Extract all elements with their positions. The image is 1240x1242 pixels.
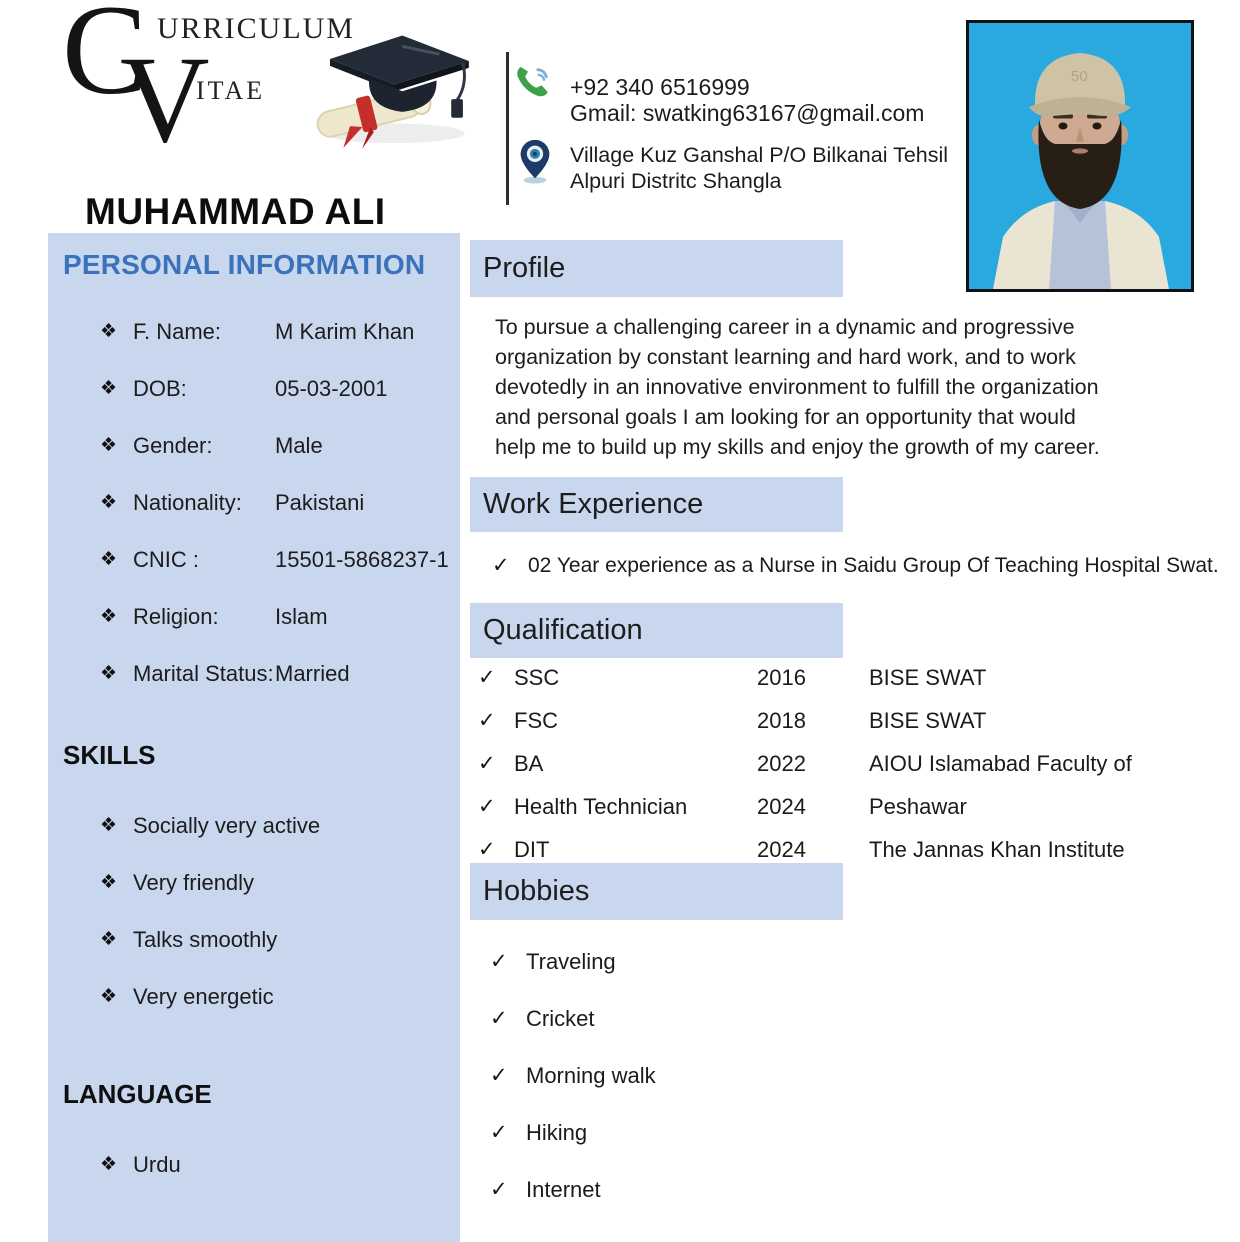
personal-info-row	[48, 303, 460, 360]
skill-label: Talks smoothly	[133, 926, 278, 952]
skill-item	[48, 968, 460, 1025]
qualification-section-header	[470, 603, 843, 658]
hobby-label: Hiking	[526, 1119, 588, 1145]
address-line-2: Alpuri Distritc Shangla	[570, 169, 782, 193]
work-experience-item: 02 Year experience as a Nurse in Saidu Group Of Teaching Hospital Swat.	[528, 553, 1219, 577]
check-icon: ✓	[492, 554, 510, 577]
check-icon: ✓	[490, 1121, 508, 1144]
diamond-bullet-icon: ❖	[100, 815, 118, 836]
diamond-bullet-icon: ❖	[100, 1154, 118, 1175]
qualification-row	[478, 785, 1223, 828]
logo-letter-c: C	[62, 0, 148, 121]
qualification-year: 2018	[757, 707, 806, 733]
check-icon: ✓	[490, 1178, 508, 1201]
qualification-year: 2024	[757, 793, 806, 819]
diamond-bullet-icon: ❖	[100, 435, 118, 456]
info-label: CNIC :	[133, 546, 199, 572]
page-title: MUHAMMAD ALI	[85, 191, 386, 232]
qualification-name: SSC	[514, 664, 560, 690]
gmail-line: Gmail: swatking63167@gmail.com	[570, 100, 925, 126]
location-pin-icon	[517, 138, 553, 184]
address-line-1: Village Kuz Ganshal P/O Bilkanai Tehsil	[570, 143, 949, 167]
skill-item	[48, 797, 460, 854]
check-icon: ✓	[478, 795, 496, 818]
work-experience-list	[492, 553, 1219, 578]
qualification-institute: The Jannas Khan Institute	[869, 836, 1125, 862]
hobby-item	[490, 1104, 656, 1161]
check-icon: ✓	[478, 838, 496, 861]
info-label: Marital Status:	[133, 660, 274, 686]
skills-title: SKILLS	[63, 740, 156, 770]
hobby-label: Cricket	[526, 1005, 595, 1031]
check-icon: ✓	[478, 709, 496, 732]
cv-logo	[0, 0, 356, 170]
qualification-name: FSC	[514, 707, 558, 733]
phone-icon	[514, 64, 552, 102]
hobby-label: Internet	[526, 1176, 601, 1202]
qualification-institute: BISE SWAT	[869, 664, 987, 690]
logo-letter-v: V	[120, 31, 210, 168]
graduation-cap-icon	[308, 16, 480, 148]
skill-item	[48, 854, 460, 911]
info-label: F. Name:	[133, 318, 222, 344]
diamond-bullet-icon: ❖	[100, 549, 118, 570]
diamond-bullet-icon: ❖	[100, 606, 118, 627]
info-label: DOB:	[133, 375, 187, 401]
check-icon: ✓	[490, 950, 508, 973]
info-value: Married	[275, 660, 350, 686]
qualification-name: BA	[514, 750, 544, 776]
photo-cap-text: 50	[1071, 68, 1088, 85]
qualification-name: DIT	[514, 836, 550, 862]
qualification-row	[478, 699, 1223, 742]
info-value: Islam	[275, 603, 328, 629]
qualification-row	[478, 742, 1223, 785]
hobby-item	[490, 1047, 656, 1104]
phone-number: +92 340 6516999	[570, 74, 750, 100]
qualification-year: 2024	[757, 836, 806, 862]
diamond-bullet-icon: ❖	[100, 321, 118, 342]
info-label: Nationality:	[133, 489, 242, 515]
check-icon: ✓	[478, 752, 496, 775]
diamond-bullet-icon: ❖	[100, 492, 118, 513]
qualification-institute: Peshawar	[869, 793, 967, 819]
language-label: Urdu	[133, 1151, 181, 1177]
skill-label: Very energetic	[133, 983, 274, 1009]
check-icon: ✓	[478, 666, 496, 689]
profile-section-header	[470, 240, 843, 297]
skill-label: Very friendly	[133, 869, 255, 895]
qualification-institute: BISE SWAT	[869, 707, 987, 733]
hobbies-list	[490, 933, 656, 1218]
hobby-item	[490, 1161, 656, 1218]
diamond-bullet-icon: ❖	[100, 986, 118, 1007]
personal-info-row	[48, 474, 460, 531]
diamond-bullet-icon: ❖	[100, 663, 118, 684]
profile-photo	[966, 20, 1194, 292]
info-value: Male	[275, 432, 323, 458]
qualification-year: 2016	[757, 664, 806, 690]
qualification-table	[478, 656, 1223, 871]
work-experience-section-title: Work Experience	[483, 488, 704, 520]
personal-info-row	[48, 360, 460, 417]
info-value: 05-03-2001	[275, 375, 388, 401]
language-item	[48, 1136, 460, 1193]
check-icon: ✓	[490, 1007, 508, 1030]
info-value: 15501-5868237-1	[275, 546, 449, 572]
logo-word-curriculum: URRICULUM	[157, 12, 356, 45]
info-value: M Karim Khan	[275, 318, 415, 344]
qualification-section-title: Qualification	[483, 614, 643, 646]
hobbies-section-title: Hobbies	[483, 875, 590, 907]
qualification-year: 2022	[757, 750, 806, 776]
profile-section-title: Profile	[483, 252, 566, 284]
info-label: Gender:	[133, 432, 213, 458]
personal-info-row	[48, 588, 460, 645]
hobby-item	[490, 933, 656, 990]
diamond-bullet-icon: ❖	[100, 929, 118, 950]
skills-list	[48, 797, 460, 1025]
skill-label: Socially very active	[133, 812, 321, 838]
logo-word-vitae: ITAE	[196, 76, 266, 105]
diamond-bullet-icon: ❖	[100, 872, 118, 893]
personal-info-title: PERSONAL INFORMATION	[63, 249, 426, 280]
hobby-label: Morning walk	[526, 1062, 656, 1088]
personal-info-list	[48, 303, 460, 702]
language-list	[48, 1136, 460, 1193]
qualification-row	[478, 656, 1223, 699]
personal-info-row	[48, 417, 460, 474]
header-divider	[506, 52, 509, 205]
work-experience-section-header	[470, 477, 843, 532]
personal-info-row	[48, 531, 460, 588]
info-label: Religion:	[133, 603, 219, 629]
skill-item	[48, 911, 460, 968]
diamond-bullet-icon: ❖	[100, 378, 118, 399]
qualification-institute: AIOU Islamabad Faculty of	[869, 750, 1132, 776]
info-value: Pakistani	[275, 489, 365, 515]
personal-info-row	[48, 645, 460, 702]
hobbies-section-header	[470, 863, 843, 920]
check-icon: ✓	[490, 1064, 508, 1087]
qualification-name: Health Technician	[514, 793, 688, 819]
personal-info-panel	[48, 233, 460, 1242]
profile-text: To pursue a challenging career in a dynamic and progressive organization by constant learning and hard work, and to work devotedly in an innovative environment to fulfill the organization and personal goals I am looking for an opportunity that would help me to build up my skills and enjoy the growth of my career.	[495, 315, 1100, 459]
hobby-item	[490, 990, 656, 1047]
hobby-label: Traveling	[526, 948, 616, 974]
language-title: LANGUAGE	[63, 1079, 212, 1109]
